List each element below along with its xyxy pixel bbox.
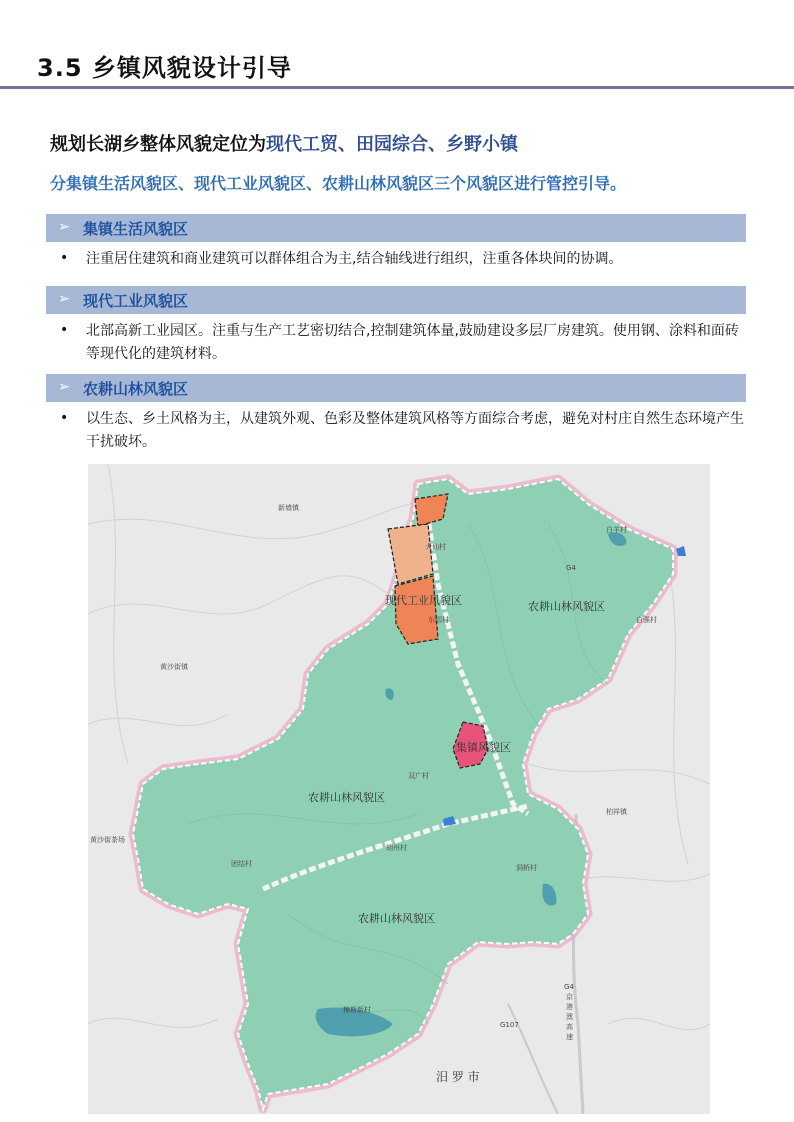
place-label: 新墙镇 <box>278 504 299 512</box>
zone-header-industrial <box>46 286 746 314</box>
bullet-icon: • <box>60 250 69 266</box>
positioning-statement <box>50 130 518 156</box>
place-label: 澳 <box>566 1013 573 1021</box>
zone-header-town-life <box>46 214 746 242</box>
place-label: 洞桥村 <box>516 864 537 872</box>
town-zone-label: 集镇风貌区 <box>456 741 511 754</box>
place-label: 自强村 <box>636 616 657 624</box>
place-label: 高 <box>566 1023 573 1031</box>
zone-header-farm-forest <box>46 374 746 402</box>
place-label: 双广村 <box>408 772 429 780</box>
zoning-subtitle: 分集镇生活风貌区、现代工业风貌区、农耕山林风貌区三个风貌区进行管控引导。 <box>50 174 627 193</box>
industrial-zone-label: 现代工业风貌区 <box>385 594 462 607</box>
zone-title: 现代工业风貌区 <box>83 292 189 310</box>
miluo-city-label: 汨 罗 市 <box>436 1070 480 1084</box>
zone-description: 北部高新工业园区。注重与生产工艺密切结合,控制建筑体量,鼓励建设多层厂房建筑。使用钢、涂料和面砖等现代化的建筑材料。 <box>86 323 739 362</box>
place-label: 胡州村 <box>386 844 407 852</box>
place-label: 东园村 <box>428 616 449 624</box>
title-divider <box>0 86 794 89</box>
arrow-icon: ➢ <box>58 291 70 307</box>
place-label: 团结村 <box>231 860 252 868</box>
place-label: 京 <box>566 993 573 1001</box>
place-label: 港 <box>566 1003 573 1011</box>
farm-zone-label-ne: 农耕山林风貌区 <box>528 600 605 613</box>
place-label: 黄沙街镇 <box>160 663 188 671</box>
place-label: 柏祥镇 <box>606 808 627 816</box>
page-title: 3.5 乡镇风貌设计引导 <box>37 54 292 82</box>
zone-description: 以生态、乡土风格为主，从建筑外观、色彩及整体建筑风格等方面综合考虑，避免对村庄自然生态环境产生干扰破坏。 <box>86 411 744 450</box>
place-label: 樟斯新村 <box>343 1006 371 1014</box>
zone-title: 集镇生活风貌区 <box>83 220 189 238</box>
arrow-icon: ➢ <box>58 379 70 395</box>
place-label: G4 <box>564 983 574 991</box>
zone-description: 注重居住建筑和商业建筑可以群体组合为主,结合轴线进行组织，注重各体块间的协调。 <box>86 251 623 267</box>
positioning-prefix: 规划长湖乡整体风貌定位为 <box>50 134 266 155</box>
place-label: G107 <box>500 1021 519 1029</box>
arrow-icon: ➢ <box>58 219 70 235</box>
place-label: 速 <box>566 1033 573 1041</box>
zoning-map <box>88 464 710 1114</box>
place-label: 大仙村 <box>425 543 446 551</box>
bullet-icon: • <box>60 322 69 338</box>
place-label: G4 <box>566 564 576 572</box>
bullet-icon: • <box>60 410 69 426</box>
farm-zone-label-s: 农耕山林风貌区 <box>358 912 435 925</box>
place-label: 黄沙街茶场 <box>90 836 125 844</box>
place-label: 白羊村 <box>606 526 627 534</box>
positioning-highlight: 现代工贸、田园综合、乡野小镇 <box>266 134 518 155</box>
zone-title: 农耕山林风貌区 <box>83 380 189 398</box>
farm-zone-label-w: 农耕山林风貌区 <box>308 791 385 804</box>
